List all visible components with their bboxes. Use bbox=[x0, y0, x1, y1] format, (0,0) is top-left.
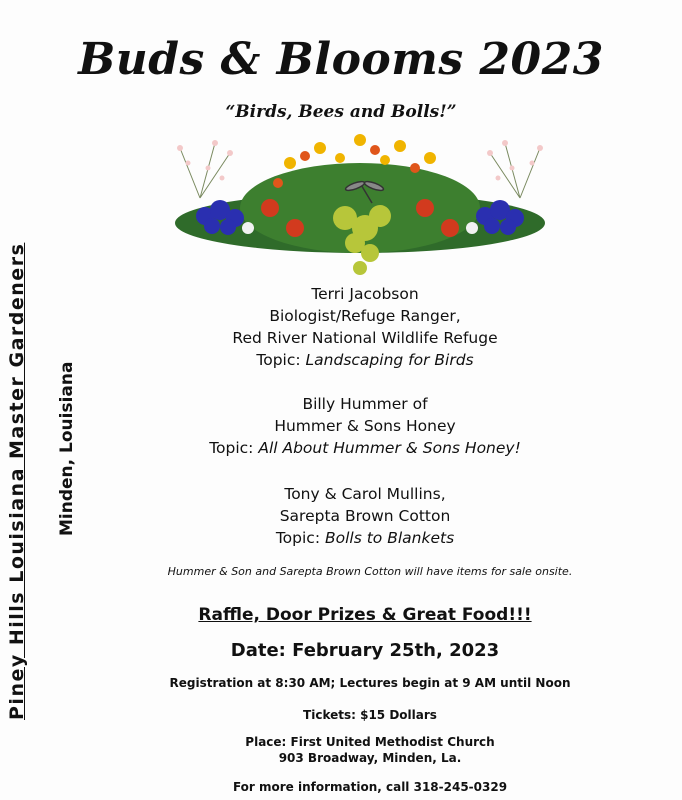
flyer-subtitle: “Birds, Bees and Bolls!” bbox=[225, 102, 457, 122]
speaker-3-topic: Topic: Bolls to Blankets bbox=[275, 529, 455, 547]
speaker-3-org: Sarepta Brown Cotton bbox=[279, 507, 451, 525]
speaker-3-name: Tony & Carol Mullins, bbox=[284, 485, 446, 503]
event-place bbox=[150, 734, 590, 766]
speaker-3 bbox=[150, 483, 580, 549]
event-date: Date: February 25th, 2023 bbox=[230, 640, 500, 661]
organization-location: Minden, Louisiana bbox=[57, 361, 77, 536]
flyer-title: Buds & Blooms 2023 bbox=[78, 34, 604, 85]
ticket-price: Tickets: $15 Dollars bbox=[303, 708, 437, 722]
speaker-1-topic: Topic: Landscaping for Birds bbox=[256, 351, 474, 369]
flower-arrangement-image bbox=[160, 128, 560, 278]
registration-info: Registration at 8:30 AM; Lectures begin at 9 AM until Noon bbox=[169, 676, 571, 690]
place-line-2: 903 Broadway, Minden, La. bbox=[278, 751, 462, 765]
vendor-note: Hummer & Son and Sarepta Brown Cotton will have items for sale onsite. bbox=[167, 565, 573, 578]
speaker-2-topic: Topic: All About Hummer & Sons Honey! bbox=[209, 439, 521, 457]
speaker-2 bbox=[150, 393, 580, 459]
speaker-2-name: Billy Hummer of bbox=[302, 395, 428, 413]
organization-name: Piney Hills Louisiana Master Gardeners bbox=[6, 242, 28, 720]
more-info: For more information, call 318-245-0329 bbox=[232, 780, 508, 794]
speaker-1-org: Red River National Wildlife Refuge bbox=[232, 329, 498, 347]
place-line-1: Place: First United Methodist Church bbox=[245, 735, 495, 749]
raffle-headline: Raffle, Door Prizes & Great Food!!! bbox=[198, 605, 532, 625]
speaker-1 bbox=[150, 283, 580, 371]
speaker-2-org: Hummer & Sons Honey bbox=[274, 417, 456, 435]
speaker-1-name: Terri Jacobson bbox=[311, 285, 419, 303]
speaker-1-role: Biologist/Refuge Ranger, bbox=[269, 307, 461, 325]
